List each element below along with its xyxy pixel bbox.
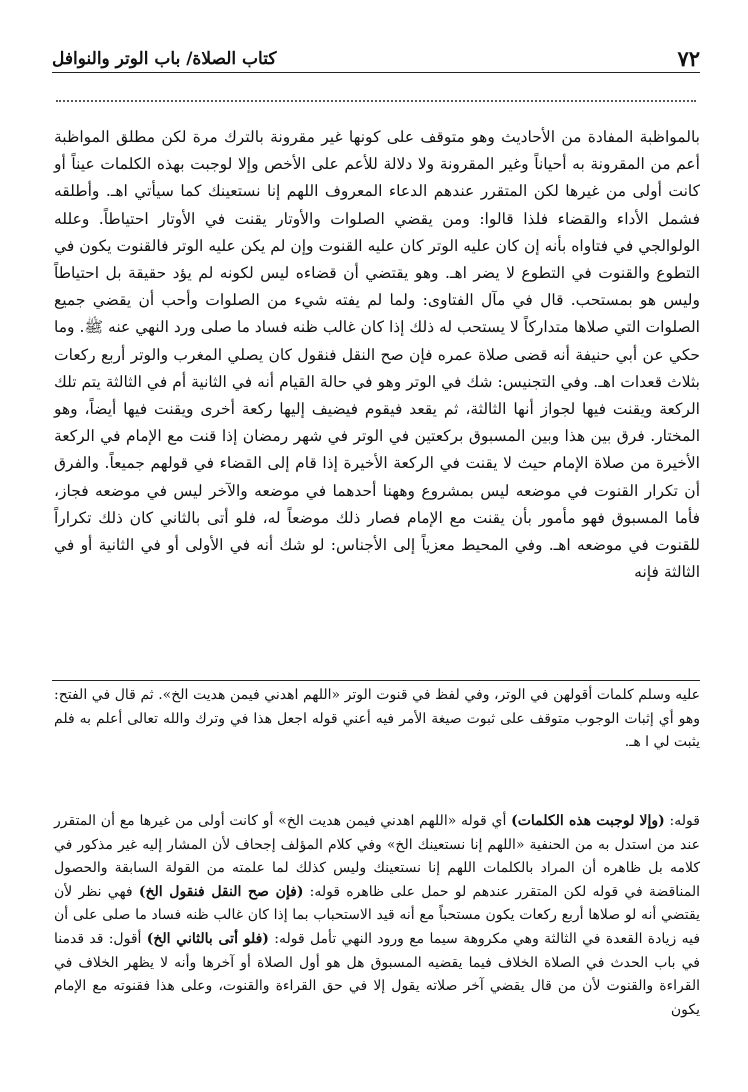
page-header <box>52 46 700 73</box>
commentary-lemma-2: (فإن صح النقل فنقول الخ) <box>138 883 304 900</box>
main-paragraph: بالمواظبة المفادة من الأحاديث وهو متوقف على كونها غير مقرونة بالترك مرة لكن مطلق المواظبة أعم من المقرونة به أحياناً وغير المقرونة ولا دلالة للأعم على الأخص وإلا لوجبت بهذه الكلمات عيناً أو كانت أولى من غيرها لكن المتقرر عندهم الدعاء المعروف اللهم إنا نستعينك كما سيأتي اهـ. وأطلقه فشمل الأداء والقضاء فلذا قالوا: ومن يقضي الصلوات والأوتار يقنت في الأوتار احتياطاً. وعلله الولوالجي في فتاواه بأنه إن كان عليه الوتر كان عليه القنوت وإن لم يكن عليه الوتر فالقنوت يكون في التطوع والقنوت في التطوع لا يضر اهـ. وهو يقتضي أن قضاءه ليس لكونه لم يؤد حقيقة بل احتياطاً وليس هو بمستحب. قال في مآل الفتاوى: ولما لم يفته شيء من الصلوات وأحب أن يقضي جميع الصلوات التي صلاها متداركاً لا يستحب له ذلك إذا كان غالب ظنه فساد ما صلى ورد النهي عنه ﷺ. وما حكي عن أبي حنيفة أنه قضى صلاة عمره فإن صح النقل فنقول كان يصلي المغرب والوتر أربع ركعات بثلاث قعدات اهـ. وفي التجنيس: شك في الوتر وهو في حالة القيام أنه في الثانية أم في الثالثة يتم تلك الركعة ويقنت فيها لجواز أنها الثالثة، ثم يقعد فيقوم فيضيف إليها ركعة أخرى ويقنت فيها أيضاً، وهو المختار. فرق بين هذا وبين المسبوق بركعتين في الوتر في شهر رمضان إذا قنت مع الإمام في الركعة الأخيرة من صلاة الإمام حيث لا يقنت في الركعة الأخيرة إذا قام إلى القضاء في قولهم جميعاً. والفرق أن تكرار القنوت في موضعه ليس بمشروع وههنا أحدهما في موضعه والآخر ليس في موضعه فجاز، فأما المسبوق فهو مأمور بأن يقنت مع الإمام فصار ذلك موضعاً له، فلو أتى بالثاني كان ذلك تكراراً للقنوت في موضعه اهـ. وفي المحيط معزياً إلى الأجناس: لو شك أنه في الأولى أو في الثانية أو في الثالثة فإنه <box>54 128 700 582</box>
commentary-text-1: أي قوله «اللهم اهدني فيمن هديت الخ» أو كانت أولى من غيرها مع أن المتقرر عند من استدل به من الحنفية «اللهم إنا نستعينك الخ» وفي كلام المؤلف إجحاف لأن المشار إليه غير مذكور في كلامه بل ظاهره أن المراد بالكلمات اللهم إنا نستعينك وليس كذلك لما علمته من القولة السابقة والحصول المناقضة في قوله لكن المتقرر عندهم لو حمل على ظاهره قوله: <box>54 813 700 900</box>
commentary-text-2: فهي نظر لأن يقتضي أنه لو صلاها أربع ركعات يكون مستحباً مع أنه قيد الاستحباب بما إذا كان غالب ظنه فساد ما صلى على أن فيه زيادة القعدة في الثالثة وهي مكروهة سيما مع ورود النهي تأمل قوله: <box>54 883 701 947</box>
footnote-divider <box>52 680 700 681</box>
commentary-intro: قوله: <box>664 813 700 829</box>
commentary-block <box>54 810 700 1022</box>
commentary-lemma-3: (فلو أتى بالثاني الخ) <box>146 930 269 947</box>
commentary-text-3: أقول: قد قدمنا في باب الحدث في الصلاة الخلاف فيما يقضيه المسبوق هل هو أول الصلاة أو آخرها وأنه لا يظهر الخلاف في القراءة والقنوت لأن من قال يقضي آخر صلاته يقول إلا في حق القراءة والقنوت، وعلى هذا فقنوته مع الإمام يكون <box>54 930 700 1018</box>
commentary-lemma-1: (وإلا لوجبت هذه الكلمات) <box>511 813 665 829</box>
page-number: ٧٢ <box>677 46 700 71</box>
commentary-paragraph <box>54 810 700 1022</box>
dotted-separator <box>56 100 696 102</box>
footnote-paragraph: عليه وسلم كلمات أقولهن في الوتر، وفي لفظ في قنوت الوتر «اللهم اهدني فيمن هديت الخ». ثم قال في الفتح: وهو أي إثبات الوجوب متوقف على ثبوت صيغة الأمر فيه أعني قوله اجعل هذا في وترك والله تعالى أعلم به فلم يثبت لي ا هـ. <box>54 687 700 750</box>
running-title: كتاب الصلاة/ باب الوتر والنوافل <box>52 49 277 69</box>
footnote-block <box>54 684 700 755</box>
main-text-block <box>54 124 700 586</box>
